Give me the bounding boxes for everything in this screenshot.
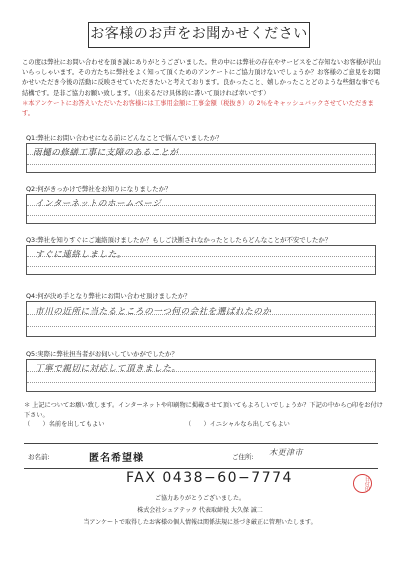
name-label: お名前:	[28, 453, 50, 461]
question-3-answer: すぐに連絡しました。	[35, 250, 126, 260]
question-2-label: Q2:何がきっかけで弊社をお知りになりましたか？	[26, 185, 172, 193]
question-5-label: Q5:実際に弊社担当者がお伺いしていかがでしたか？	[26, 350, 178, 358]
name-value[interactable]: 匿名希望様	[89, 453, 144, 464]
cashback-note: ＊本アンケートにお答えいただいたお客様には工事用金額に工事金額（税抜き）の 2％をキャッシュバックさせていただきます。	[22, 99, 374, 118]
question-5-answer-box[interactable]	[26, 359, 376, 392]
question-5-answer: 丁寧で親切に対応して頂きました。	[35, 364, 181, 374]
page-title: お客様のお声をお聞かせください	[88, 22, 310, 48]
question-3-label: Q3:弊社を知りすぐにご連絡頂けましたか？もしご決断されなかったとしたらどんなことが不安でしたか？	[26, 236, 332, 244]
intro-paragraph	[22, 58, 384, 119]
thanks-text: ご協力ありがとうございました。	[154, 495, 245, 502]
consent-question: ＊ 上記についてお願い致します。インターネットや印刷物に掲載させて頂いてもよろしいでしょうか？下記の中から○印をお付け下さい。	[24, 402, 383, 419]
fax-number: FAX 0438−60−7774	[126, 470, 293, 486]
question-4-answer-box[interactable]	[26, 301, 376, 337]
intro-text: この度は弊社にお問い合わせを頂き誠にありがとうございました。世の中には弊社の存在やサービスをご存知ないお客様が沢山いらっしゃいます。その方たちに弊社をよく知って頂くためのアンケートにご協力頂けないでしょうか？お客様のご意見をお聞かせいただき今後の活動に反映させていただきたいと考えております。良かったこと、嬉しかったことどのような些細な事でも結構です。是非ご協力お願い致します。（出来るだけ具体的に書いて頂ければ幸いです）	[22, 59, 381, 97]
consent-option-full-name[interactable]: （ ）名前を出してもよい	[24, 421, 105, 428]
question-1-answer-box[interactable]	[26, 143, 376, 173]
name-address-row	[24, 443, 378, 469]
privacy-notice: 当アンケートで取得したお客様の個人情報は関係法規に基づき厳正に管理いたします。	[83, 519, 317, 526]
date-stamp: 日付印	[353, 474, 372, 493]
question-2-answer-box[interactable]	[26, 194, 376, 224]
question-3-answer-box[interactable]	[26, 245, 376, 275]
address-label: ご住所:	[232, 453, 254, 461]
question-2-answer: インターネットのホームページ	[35, 199, 162, 209]
address-value[interactable]: 木更津市	[269, 448, 303, 457]
company-signature: 株式会社シェアテック 代表取締役 大久保 誠二	[137, 507, 263, 514]
question-4-label: Q4:何が決め手となり弊社にお問い合わせ頂けましたか？	[26, 292, 191, 300]
consent-option-initials[interactable]: （ ）イニシャルなら出してもよい	[185, 421, 290, 428]
question-1-answer: 雨樋の修繕工事に支障のあることが	[33, 148, 179, 158]
question-4-answer: 市川の近所に当たるところの一つ何の会社を選ばれたのか	[35, 307, 272, 317]
question-1-label: Q1:弊社にお問い合わせになる前にどんなことで悩んでいましたか？	[26, 134, 223, 142]
